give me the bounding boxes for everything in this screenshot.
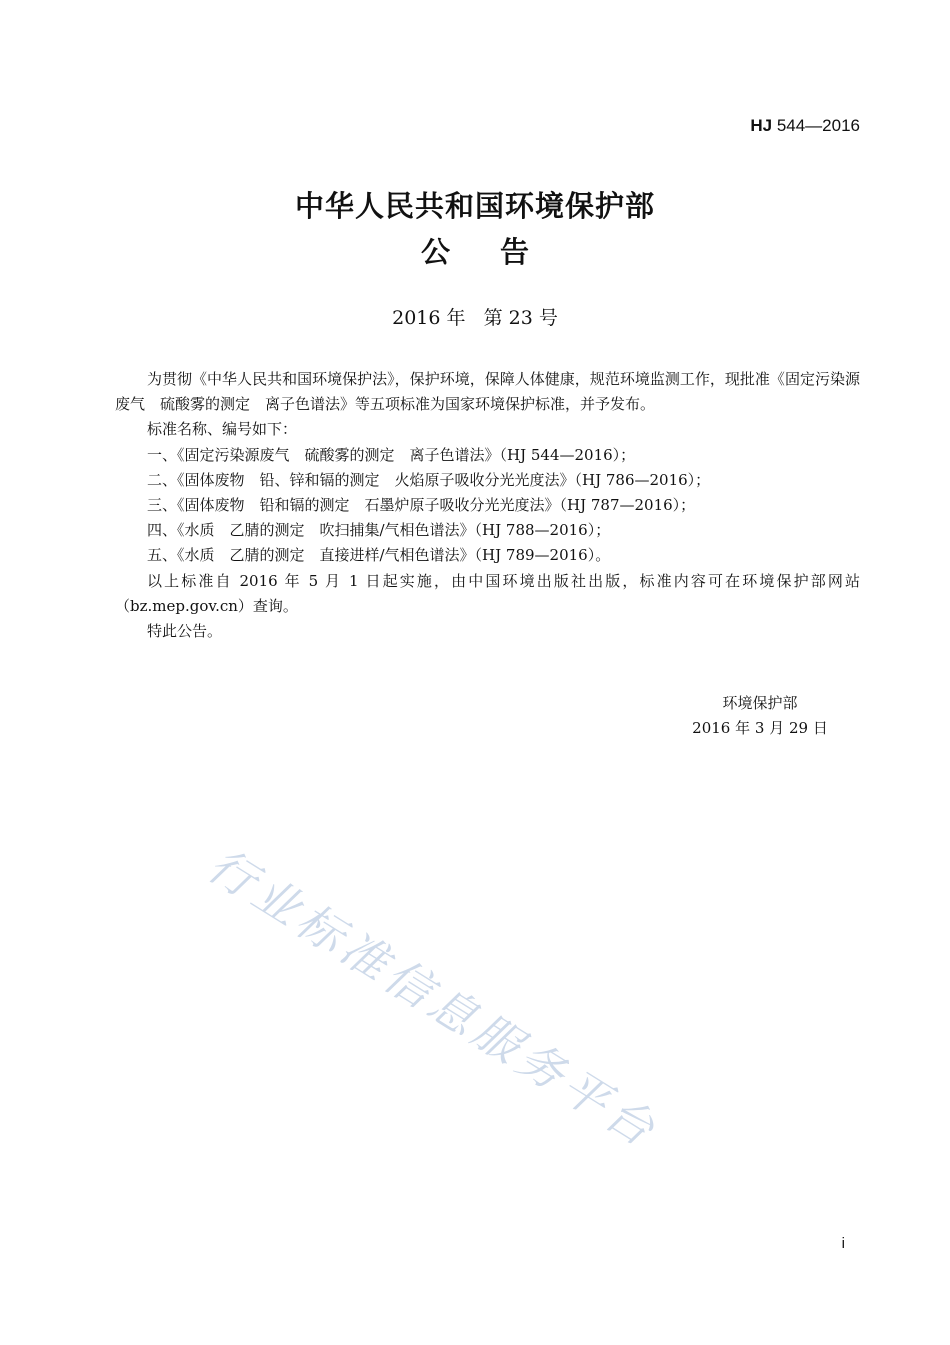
signature-date: 2016 年 3 月 29 日: [692, 719, 828, 737]
notice-body: [115, 367, 860, 644]
document-title: 中华人民共和国环境保护部: [294, 189, 655, 223]
list-item: 三、《固体废物 铅和镉的测定 石墨炉原子吸收分光光度法》（HJ 787—2016）；: [147, 496, 696, 515]
document-subtitle-text: 公告: [420, 235, 579, 269]
standard-code: [750, 116, 860, 136]
paragraph-intro: 为贯彻《中华人民共和国环境保护法》，保护环境，保障人体健康，规范环境监测工作，现批准《固定污染源废气 硫酸雾的测定 离子色谱法》等五项标准为国家环境保护标准，并予发布。: [115, 370, 860, 414]
paragraph-list-heading: 标准名称、编号如下：: [147, 420, 298, 439]
paragraph-implementation: 以上标准自 2016 年 5 月 1 日起实施，由中国环境出版社出版，标准内容可在环境保护部网站（bz.mep.gov.cn）查询。: [115, 571, 860, 615]
notice-number: 2016 年 第 23 号: [392, 307, 558, 329]
signature-block: [640, 691, 880, 741]
list-item: 五、《水质 乙腈的测定 直接进样/气相色谱法》（HJ 789—2016）。: [147, 546, 611, 565]
list-item: 二、《固体废物 铅、锌和镉的测定 火焰原子吸收分光光度法》（HJ 786—2016）；: [147, 470, 711, 489]
list-item: 一、《固定污染源废气 硫酸雾的测定 离子色谱法》（HJ 544—2016）；: [147, 445, 636, 464]
document-subtitle: [0, 232, 950, 272]
page-number: i: [841, 1235, 845, 1252]
watermark-text: 行业标准信息服务平台: [198, 837, 669, 1159]
standard-code-number: 544—2016: [772, 116, 860, 135]
signature-org: 环境保护部: [722, 694, 798, 712]
paragraph-closing: 特此公告。: [147, 622, 223, 641]
standard-code-prefix: HJ: [750, 116, 773, 135]
list-item: 四、《水质 乙腈的测定 吹扫捕集/气相色谱法》（HJ 788—2016）；: [147, 521, 611, 540]
